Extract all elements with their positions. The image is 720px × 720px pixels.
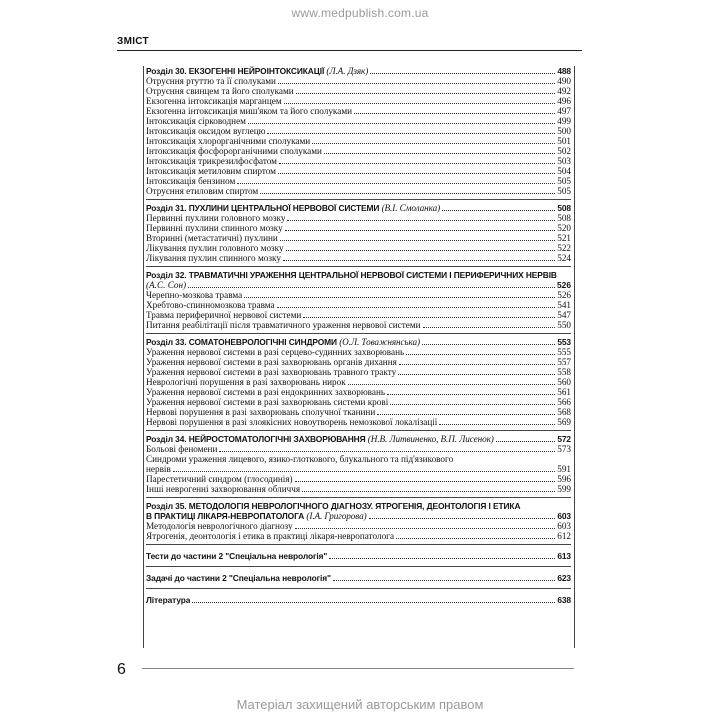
- site-url: www.medpublish.com.ua: [291, 6, 429, 20]
- toc-entry[interactable]: [146, 521, 571, 531]
- page-ref: 496: [557, 96, 571, 106]
- page-ref: 502: [557, 146, 571, 156]
- section-title: Тести до частини 2 "Спеціальна неврологія": [146, 551, 328, 561]
- entry-title: Черепно-мозкова травма: [146, 290, 243, 300]
- section-title: Розділ 34. НЕЙРОСТОМАТОЛОГІЧНІ ЗАХВОРЮВАННЯ: [146, 434, 366, 444]
- entry-title: Ураження нервової системи в разі захворювань органів дихання: [146, 357, 397, 367]
- toc-entry[interactable]: [146, 454, 571, 464]
- section-author: (І.А. Григорова): [306, 511, 367, 521]
- toc-entry[interactable]: [146, 367, 571, 377]
- page-ref: 613: [557, 551, 571, 561]
- dot-leader: [295, 474, 556, 482]
- entry-title: Хребтово-спинномозкова травма: [146, 300, 275, 310]
- toc-entry[interactable]: [146, 357, 571, 367]
- toc-entry[interactable]: [146, 531, 571, 541]
- dot-leader: [267, 126, 555, 134]
- page-ref: 557: [557, 357, 571, 367]
- dot-leader: [278, 76, 555, 84]
- dot-leader: [295, 521, 556, 529]
- toc-entry[interactable]: [146, 253, 571, 263]
- entry-title: Больові феномени: [146, 444, 218, 454]
- entry-title: Екзогенна інтоксикація миш'яком та його сполуками: [146, 106, 353, 116]
- page-ref: 526: [557, 290, 571, 300]
- entry-title: Інтоксикація метиловим спиртом: [146, 166, 276, 176]
- section-heading[interactable]: [146, 203, 571, 213]
- entry-title: Отруєння етиловим спиртом: [146, 186, 259, 196]
- header-divider: [117, 50, 582, 51]
- page-ref: 638: [557, 595, 571, 605]
- page-ref: 499: [557, 116, 571, 126]
- section-heading-continued[interactable]: [146, 511, 571, 521]
- page-ref: 503: [557, 156, 571, 166]
- entry-title: Первинні пухлини спинного мозку: [146, 223, 283, 233]
- page-ref: 497: [557, 106, 571, 116]
- toc-entry[interactable]: [146, 76, 571, 86]
- toc-entry[interactable]: [146, 166, 571, 176]
- toc-entry[interactable]: [146, 300, 571, 310]
- section-title: Задачі до частини 2 "Спеціальна неврологія": [146, 573, 331, 583]
- page-ref: 569: [557, 417, 571, 427]
- entry-title: Отруєння свинцем та його сполуками: [146, 86, 294, 96]
- toc-entry[interactable]: [146, 186, 571, 196]
- toc-entry[interactable]: [146, 464, 571, 474]
- section-heading[interactable]: [146, 434, 571, 444]
- section-title: Розділ 30. ЕКЗОГЕННІ НЕЙРОІНТОКСИКАЦІЇ: [146, 66, 325, 76]
- page-ref: 521: [557, 233, 571, 243]
- dot-leader: [370, 66, 555, 74]
- dot-leader: [423, 320, 556, 328]
- entry-title: Інтоксикація трикрезилфосфатом: [146, 156, 277, 166]
- entry-title: Ураження нервової системи в разі ендокринних захворювань: [146, 387, 386, 397]
- entry-title: Вторинні (метастатичні) пухлини: [146, 233, 278, 243]
- page-ref: 566: [557, 397, 571, 407]
- copyright-notice: Матеріал захищений авторським правом: [236, 697, 484, 712]
- section-title: Розділ 35. МЕТОДОЛОГІЯ НЕВРОЛОГІЧНОГО ДІАГНОЗУ. ЯТРОГЕНІЯ, ДЕОНТОЛОГІЯ І ЕТИКА: [146, 501, 521, 511]
- page-ref: 492: [557, 86, 571, 96]
- section-author: (В.І. Смоланка): [381, 203, 441, 213]
- entry-title: Ураження нервової системи в разі захворювань травного тракту: [146, 367, 397, 377]
- page-ref: 504: [557, 166, 571, 176]
- dot-leader: [237, 176, 555, 184]
- toc-entry[interactable]: [146, 223, 571, 233]
- dot-leader: [390, 397, 555, 405]
- entry-title: Синдроми ураження лицевого, язико-глоткового, блукального та під'язикового: [146, 454, 454, 464]
- dot-leader: [285, 223, 556, 231]
- page-title: ЗМІСТ: [117, 36, 149, 47]
- entry-title: Нервові порушення в разі злоякісних новоутворень немозкової локалізації: [146, 417, 438, 427]
- toc-entry[interactable]: [146, 176, 571, 186]
- dot-leader: [439, 417, 555, 425]
- toc-entry[interactable]: [146, 387, 571, 397]
- toc-entry[interactable]: [146, 474, 571, 484]
- toc-section-31: [146, 203, 571, 267]
- toc-entry[interactable]: [146, 243, 571, 253]
- toc-entry[interactable]: [146, 86, 571, 96]
- section-author-line[interactable]: [146, 280, 571, 290]
- dot-leader: [278, 166, 555, 174]
- dot-leader: [312, 136, 555, 144]
- page-ref: 603: [557, 521, 571, 531]
- toc-entry[interactable]: [146, 417, 571, 427]
- toc-section-35: [146, 501, 571, 545]
- page-ref: 505: [557, 186, 571, 196]
- dot-leader: [287, 213, 555, 221]
- page-ref: 596: [557, 474, 571, 484]
- entry-title: Інтоксикація фосфорорганічними сполуками: [146, 146, 322, 156]
- page-ref: 568: [557, 407, 571, 417]
- toc-entry[interactable]: [146, 397, 571, 407]
- toc-entry[interactable]: [146, 96, 571, 106]
- page-ref: 541: [557, 300, 571, 310]
- section-author: (А.С. Сон): [146, 280, 187, 290]
- dot-leader: [248, 116, 555, 124]
- toc-entry[interactable]: [146, 116, 571, 126]
- dot-leader: [369, 511, 556, 519]
- page-ref: 526: [557, 280, 571, 290]
- section-title: Література: [146, 595, 191, 605]
- entry-title: Парестетичний синдром (глосодинія): [146, 474, 293, 484]
- section-title: Розділ 32. ТРАВМАТИЧНІ УРАЖЕННЯ ЦЕНТРАЛЬНОЇ НЕРВОВОЇ СИСТЕМИ І ПЕРИФЕРИЧНИХ НЕРВІВ: [146, 270, 557, 280]
- section-heading[interactable]: [146, 66, 571, 76]
- dot-leader: [324, 146, 555, 154]
- toc-entry[interactable]: [146, 484, 571, 494]
- dot-leader: [406, 347, 555, 355]
- toc-section-33: [146, 337, 571, 431]
- dot-leader: [303, 310, 555, 318]
- dot-leader: [354, 106, 555, 114]
- toc-entry[interactable]: [146, 310, 571, 320]
- footer-divider: [142, 668, 574, 669]
- entry-title: Лікування пухлин спинного мозку: [146, 253, 281, 263]
- dot-leader: [280, 233, 555, 241]
- page-ref: 599: [557, 484, 571, 494]
- dot-leader: [329, 551, 555, 559]
- section-heading[interactable]: [146, 551, 571, 561]
- toc-entry[interactable]: [146, 146, 571, 156]
- section-heading[interactable]: [146, 595, 571, 605]
- entry-title: Ураження нервової системи в разі захворювань системи крові: [146, 397, 389, 407]
- dot-leader: [284, 96, 556, 104]
- dot-leader: [283, 253, 555, 261]
- dot-leader: [399, 357, 555, 365]
- entry-title: Первинні пухлини головного мозку: [146, 213, 286, 223]
- dot-leader: [398, 367, 555, 375]
- page-ref: 572: [557, 434, 571, 444]
- table-of-contents: [146, 66, 571, 611]
- dot-leader: [296, 86, 556, 94]
- toc-entry[interactable]: [146, 233, 571, 243]
- page-ref: 558: [557, 367, 571, 377]
- dot-leader: [442, 203, 555, 211]
- toc-entry[interactable]: [146, 407, 571, 417]
- page-ref: 505: [557, 176, 571, 186]
- page-ref: 508: [557, 203, 571, 213]
- page-ref: 612: [557, 531, 571, 541]
- toc-entry[interactable]: [146, 213, 571, 223]
- entry-title: Інтоксикація бензином: [146, 176, 236, 186]
- dot-leader: [387, 387, 555, 395]
- page-ref: 603: [557, 511, 571, 521]
- page-ref: 524: [557, 253, 571, 263]
- entry-title: Інтоксикація оксидом вуглецю: [146, 126, 266, 136]
- toc-tests: [146, 548, 571, 567]
- entry-title: Інтоксикація сірководнем: [146, 116, 246, 126]
- toc-entry[interactable]: [146, 290, 571, 300]
- toc-entry[interactable]: [146, 320, 571, 330]
- entry-title: Інші неврогенні захворювання обличчя: [146, 484, 301, 494]
- toc-entry[interactable]: [146, 377, 571, 387]
- section-author: (Н.В. Литвиненко, В.П. Лисенок): [367, 434, 494, 444]
- toc-section-32: [146, 270, 571, 334]
- toc-entry[interactable]: [146, 136, 571, 146]
- dot-leader: [279, 156, 555, 164]
- dot-leader: [188, 280, 555, 288]
- section-heading[interactable]: [146, 573, 571, 583]
- toc-section-34: [146, 434, 571, 498]
- section-heading[interactable]: [146, 501, 571, 511]
- entry-title: Ураження нервової системи в разі серцево-судинних захворювань: [146, 347, 405, 357]
- toc-section-30: [146, 66, 571, 200]
- dot-leader: [333, 573, 555, 581]
- page-ref: 560: [557, 377, 571, 387]
- entry-title: Отруєння ртуттю та її сполуками: [146, 76, 276, 86]
- section-title: Розділ 33. СОМАТОНЕВРОЛОГІЧНІ СИНДРОМИ: [146, 337, 337, 347]
- toc-entry[interactable]: [146, 444, 571, 454]
- entry-title: Питання реабілітації після травматичного ураження нервової системи: [146, 320, 421, 330]
- dot-leader: [260, 186, 555, 194]
- page-ref: 623: [557, 573, 571, 583]
- entry-title: Інтоксикація хлорорганічними сполуками: [146, 136, 311, 146]
- dot-leader: [496, 434, 556, 442]
- page-ref: 490: [557, 76, 571, 86]
- dot-leader: [173, 464, 555, 472]
- entry-title: Методологія неврологічного діагнозу: [146, 521, 293, 531]
- toc-entry[interactable]: [146, 347, 571, 357]
- page-number: 6: [117, 661, 126, 678]
- entry-title: Лікування пухлин головного мозку: [146, 243, 284, 253]
- toc-entry[interactable]: [146, 156, 571, 166]
- entry-title: Екзогенна інтоксикація марганцем: [146, 96, 282, 106]
- toc-literature: [146, 592, 571, 608]
- entry-title: нервів: [146, 464, 171, 474]
- dot-leader: [244, 290, 555, 298]
- page-ref: 520: [557, 223, 571, 233]
- page-ref: 561: [557, 387, 571, 397]
- page-ref: 488: [557, 66, 571, 76]
- section-heading[interactable]: [146, 337, 571, 347]
- page-ref: 550: [557, 320, 571, 330]
- toc-entry[interactable]: [146, 126, 571, 136]
- page-ref: 553: [557, 337, 571, 347]
- dot-leader: [277, 300, 556, 308]
- dot-leader: [302, 484, 555, 492]
- toc-tasks: [146, 570, 571, 589]
- page-ref: 522: [557, 243, 571, 253]
- entry-title: Нервові порушення в разі захворювань сполучної тканини: [146, 407, 376, 417]
- section-title-2: В ПРАКТИЦІ ЛІКАРЯ-НЕВРОПАТОЛОГА: [146, 511, 305, 521]
- page-ref: 547: [557, 310, 571, 320]
- dot-leader: [377, 407, 555, 415]
- page-ref: 500: [557, 126, 571, 136]
- dot-leader: [422, 337, 555, 345]
- entry-title: Неврологічні порушення в разі захворювань нирок: [146, 377, 346, 387]
- dot-leader: [348, 377, 556, 385]
- entry-title: Ятрогенія, деонтологія і етика в практиці лікаря-невропатолога: [146, 531, 395, 541]
- page-ref: 555: [557, 347, 571, 357]
- dot-leader: [286, 243, 556, 251]
- section-heading[interactable]: [146, 270, 571, 280]
- dot-leader: [396, 531, 555, 539]
- page-ref: 508: [557, 213, 571, 223]
- dot-leader: [192, 595, 555, 603]
- section-author: (О.Л. Товажнянська): [339, 337, 420, 347]
- page-ref: 573: [557, 444, 571, 454]
- toc-entry[interactable]: [146, 106, 571, 116]
- dot-leader: [219, 444, 555, 452]
- entry-title: Травма периферичної нервової системи: [146, 310, 302, 320]
- page-ref: 591: [557, 464, 571, 474]
- section-title: Розділ 31. ПУХЛИНИ ЦЕНТРАЛЬНОЇ НЕРВОВОЇ СИСТЕМИ: [146, 203, 380, 213]
- section-author: (Л.А. Дзяк): [326, 66, 369, 76]
- page-ref: 501: [557, 136, 571, 146]
